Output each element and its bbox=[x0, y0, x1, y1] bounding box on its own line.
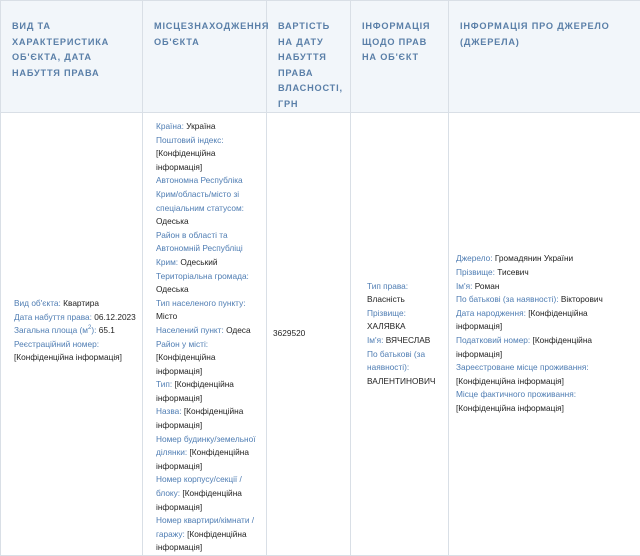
owner-surname-value: ХАЛЯВКА bbox=[367, 321, 406, 331]
source-surname-value: Тисевич bbox=[497, 267, 528, 277]
settlement-type-label: Тип населеного пункту: bbox=[156, 298, 246, 308]
object-cell bbox=[1, 113, 143, 556]
owner-patronymic-label: По батькові (за наявності): bbox=[367, 349, 425, 373]
street-name-value: [Конфіденційна інформація] bbox=[156, 406, 243, 430]
source-patronymic-value: Вікторович bbox=[561, 294, 603, 304]
location-cell bbox=[143, 113, 267, 556]
header-rights: ІНФОРМАЦІЯ ЩОДО ПРАВ НА ОБ'ЄКТ bbox=[351, 1, 449, 113]
region-label: Автономна Республіка Крим/область/місто зі спеціальним статусом: bbox=[156, 175, 244, 212]
source-birth-date-label: Дата народження: bbox=[456, 308, 526, 318]
acquisition-date-label: Дата набуття права: bbox=[14, 312, 92, 322]
source-surname-label: Прізвище: bbox=[456, 267, 495, 277]
building-number-label: Номер будинку/земельної ділянки: bbox=[156, 434, 256, 458]
settlement-name-value: Одеса bbox=[226, 325, 251, 335]
apartment-number-label: Номер квартири/кімнати /гаражу: bbox=[156, 515, 254, 539]
owner-patronymic-value: ВАЛЕНТИНОВИЧ bbox=[367, 376, 435, 386]
block-number-label: Номер корпусу/секції /блоку: bbox=[156, 474, 242, 498]
source-registered-residence-value: [Конфіденційна інформація] bbox=[456, 376, 564, 386]
rights-cell bbox=[351, 113, 449, 556]
source-tax-number-value: [Конфіденційна інформація] bbox=[456, 335, 592, 359]
header-source: ІНФОРМАЦІЯ ПРО ДЖЕРЕЛО (ДЖЕРЕЛА) bbox=[449, 1, 640, 113]
owner-name-label: Ім'я: bbox=[367, 335, 383, 345]
value-cell bbox=[267, 113, 351, 556]
source-tax-number-label: Податковий номер: bbox=[456, 335, 530, 345]
source-actual-residence-value: [Конфіденційна інформація] bbox=[456, 403, 564, 413]
right-type-value: Власність bbox=[367, 294, 405, 304]
header-row bbox=[1, 1, 640, 113]
source-birth-date-value: [Конфіденційна інформація] bbox=[456, 308, 588, 332]
right-type-label: Тип права: bbox=[367, 281, 408, 291]
owner-surname-label: Прізвище: bbox=[367, 308, 406, 318]
object-type-value: Квартира bbox=[63, 298, 99, 308]
source-patronymic-label: По батькові (за наявності): bbox=[456, 294, 559, 304]
settlement-name-label: Населений пункт: bbox=[156, 325, 224, 335]
street-type-value: [Конфіденційна інформація] bbox=[156, 379, 234, 403]
acquisition-date-value: 06.12.2023 bbox=[94, 312, 136, 322]
header-value: ВАРТІСТЬ НА ДАТУ НАБУТТЯ ПРАВА ВЛАСНОСТІ, ГРН bbox=[267, 1, 351, 113]
postal-code-value: [Конфіденційна інформація] bbox=[156, 148, 215, 172]
community-label: Територіальна громада: bbox=[156, 271, 249, 281]
table-row bbox=[1, 113, 640, 556]
region-value: Одеська bbox=[156, 216, 189, 226]
area-value: 65.1 bbox=[99, 325, 115, 335]
city-district-label: Район у місті: bbox=[156, 339, 208, 349]
country-value: Україна bbox=[186, 121, 215, 131]
street-name-label: Назва: bbox=[156, 406, 182, 416]
registration-number-label: Реєстраційний номер: bbox=[14, 339, 99, 349]
object-type-label: Вид об'єкта: bbox=[14, 298, 61, 308]
street-type-label: Тип: bbox=[156, 379, 172, 389]
acquisition-value: 3629520 bbox=[273, 328, 305, 338]
source-cell bbox=[449, 113, 640, 556]
block-number-value: [Конфіденційна інформація] bbox=[156, 488, 242, 512]
building-number-value: [Конфіденційна інформація] bbox=[156, 447, 249, 471]
source-actual-residence-label: Місце фактичного проживання: bbox=[456, 389, 576, 399]
district-value: Одеський bbox=[180, 257, 217, 267]
source-label: Джерело: bbox=[456, 253, 493, 263]
city-district-value: [Конфіденційна інформація] bbox=[156, 352, 215, 376]
header-object-type: ВИД ТА ХАРАКТЕРИСТИКА ОБ'ЄКТА, ДАТА НАБУТТЯ ПРАВА bbox=[1, 1, 143, 113]
country-label: Країна: bbox=[156, 121, 184, 131]
postal-code-label: Поштовий індекс: bbox=[156, 135, 224, 145]
owner-name-value: ВЯЧЕСЛАВ bbox=[386, 335, 431, 345]
area-label: Загальна площа $(м^2)$: bbox=[14, 325, 96, 335]
source-value: Громадянин України bbox=[495, 253, 573, 263]
source-name-label: Ім'я: bbox=[456, 281, 472, 291]
community-value: Одеська bbox=[156, 284, 189, 294]
source-registered-residence-label: Зареєстроване місце проживання: bbox=[456, 362, 589, 372]
district-label: Район в області та Автономній Республіці Крим: bbox=[156, 230, 243, 267]
apartment-number-value: [Конфіденційна інформація] bbox=[156, 529, 247, 553]
registration-number-value: [Конфіденційна інформація] bbox=[14, 352, 122, 362]
settlement-type-value: Місто bbox=[156, 311, 177, 321]
header-location: МІСЦЕЗНАХОДЖЕННЯ ОБ'ЄКТА bbox=[143, 1, 267, 113]
source-name-value: Роман bbox=[475, 281, 500, 291]
